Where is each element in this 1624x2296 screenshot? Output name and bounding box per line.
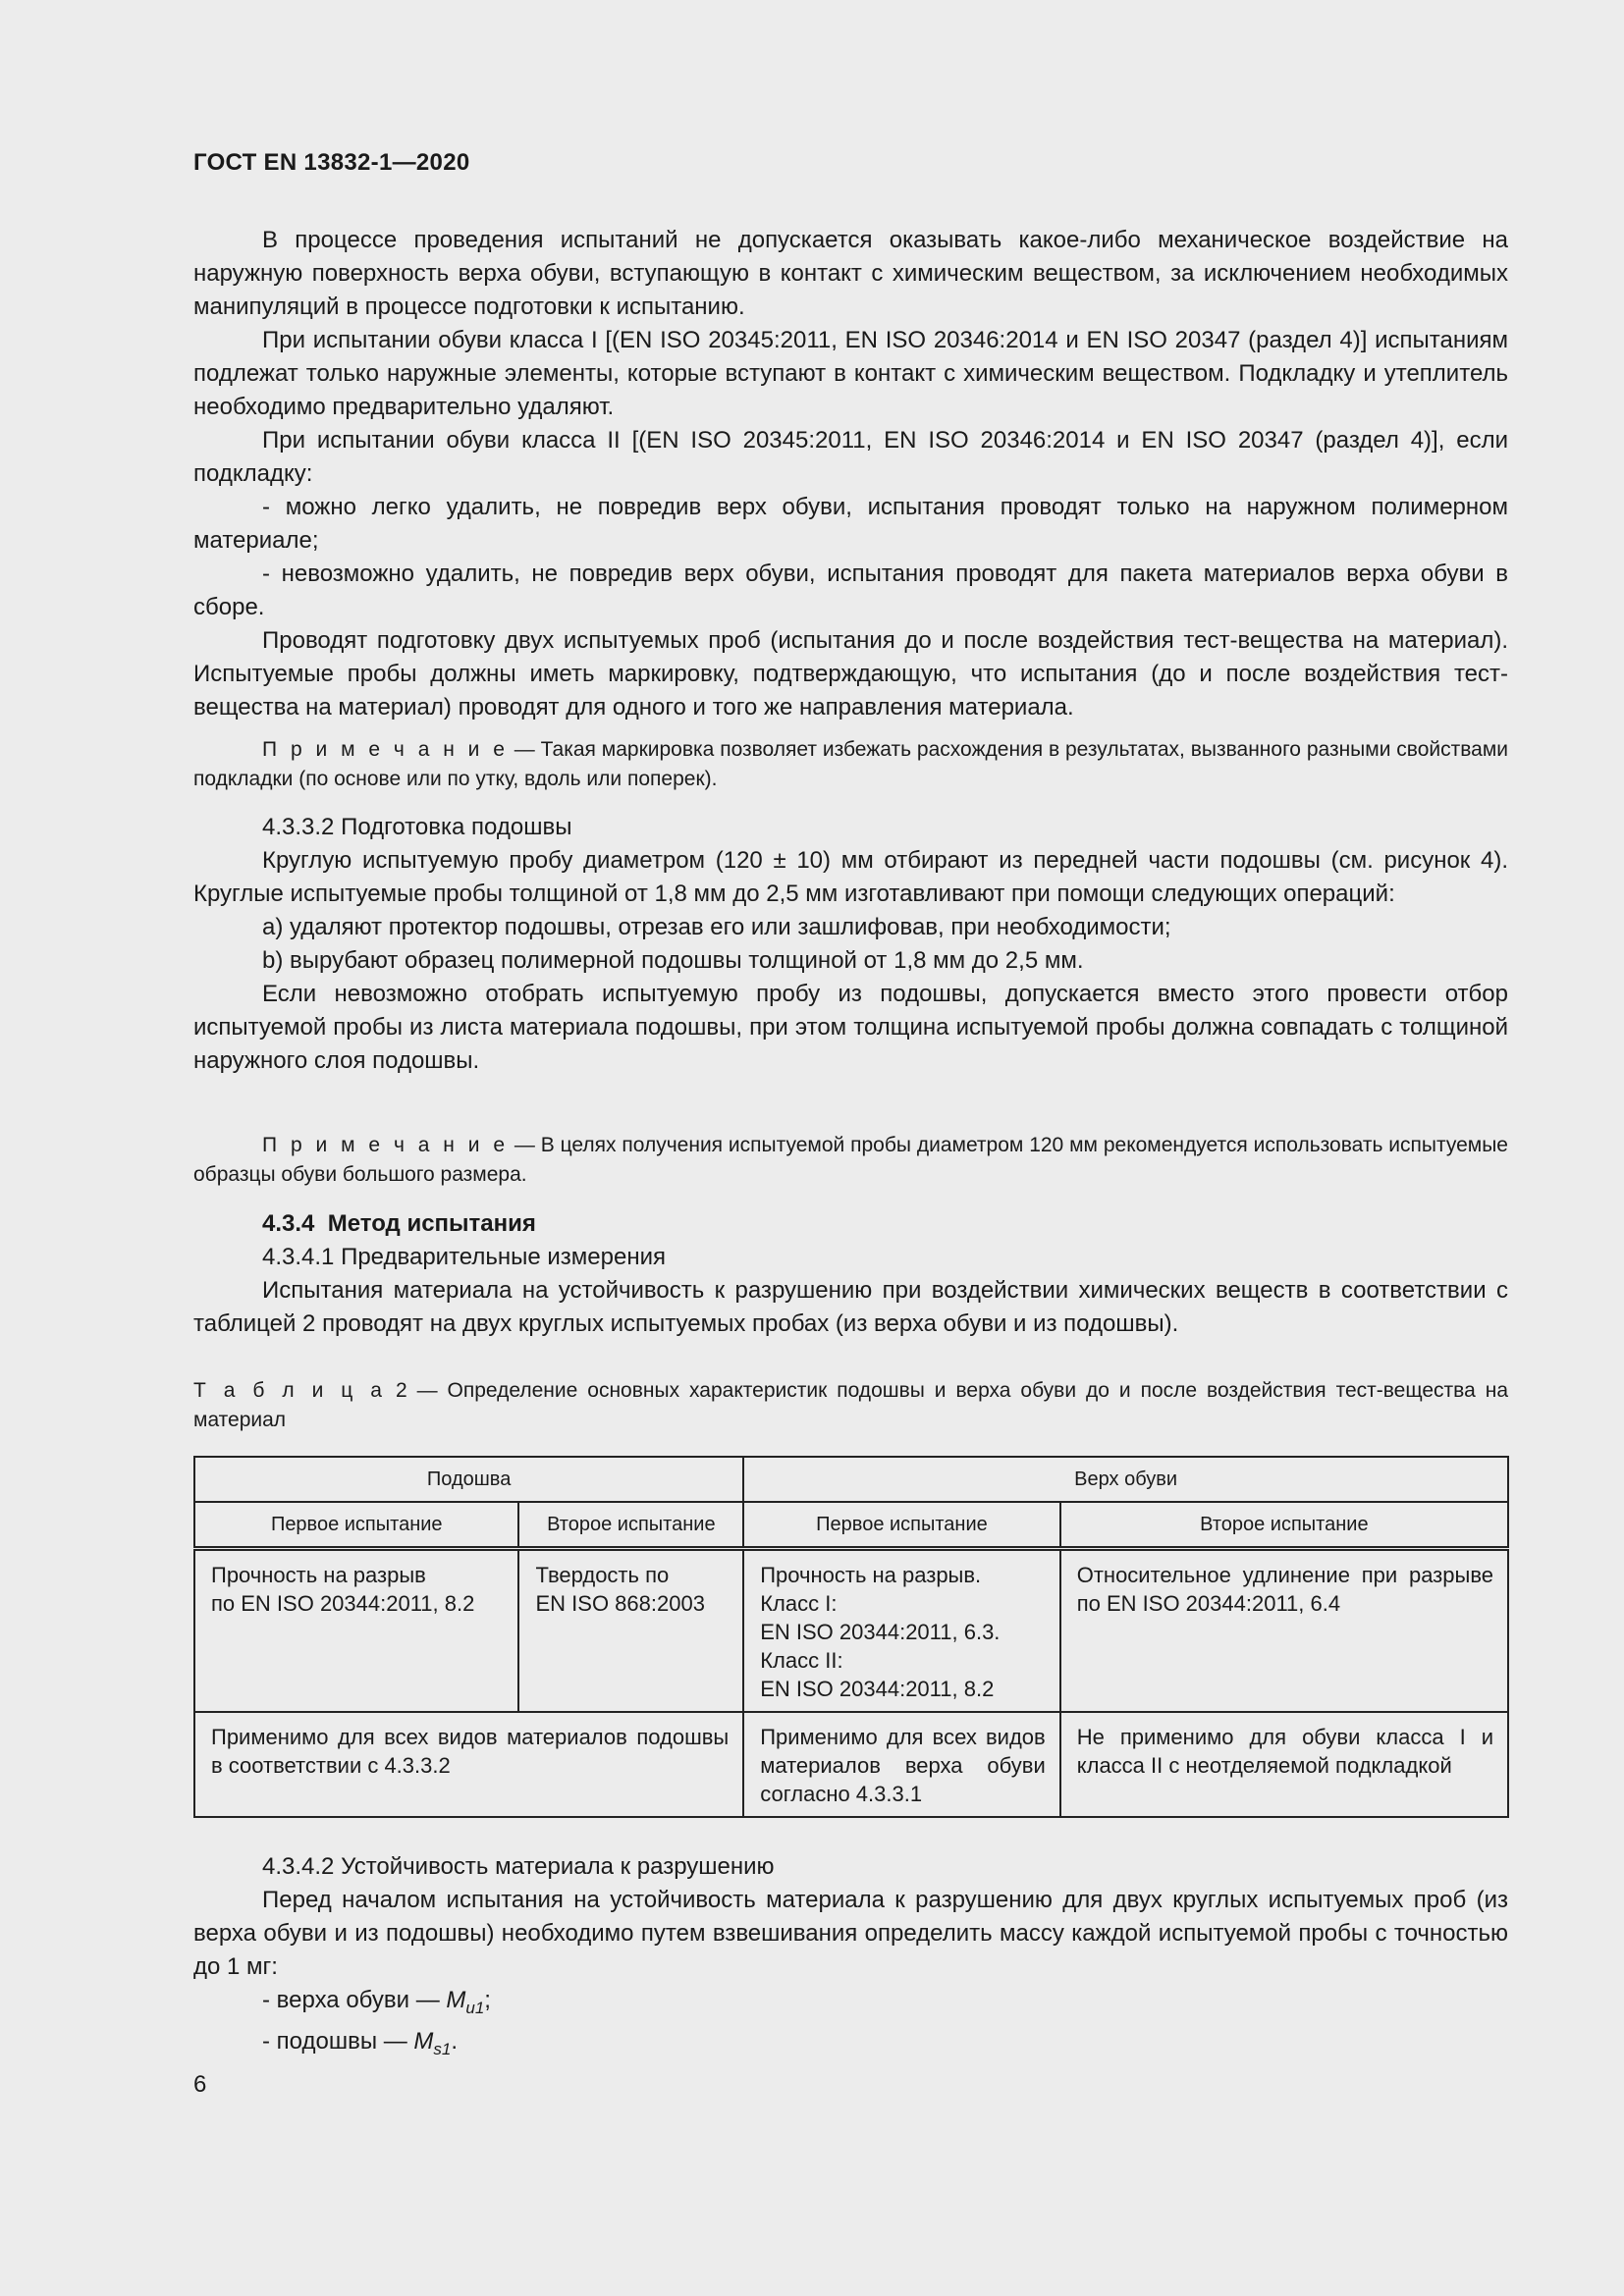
subsection-heading: 4.3.4.1 Предварительные измерения bbox=[262, 1244, 666, 1270]
table-header-cell: Второе испытание bbox=[518, 1502, 743, 1549]
page-number: 6 bbox=[193, 2071, 207, 2098]
list-item: - невозможно удалить, не повредив верх обуви, испытания проводят для пакета материалов верха обуви в сборе. bbox=[193, 561, 1508, 620]
cell-line: Твердость по bbox=[535, 1563, 670, 1587]
table-caption bbox=[193, 1376, 1508, 1435]
subsection-heading: 4.3.3.2 Подготовка подошвы bbox=[262, 814, 572, 840]
punctuation: ; bbox=[484, 1987, 491, 2013]
note-text: — В целях получения испытуемой пробы диаметром 120 мм рекомендуется использовать испытуемые образцы обуви большого размера. bbox=[193, 1134, 1508, 1186]
section-top-text bbox=[193, 224, 1508, 724]
paragraph: Перед началом испытания на устойчивость материала к разрушению для двух круглых испытуемых проб (из верха обуви и из подошвы) необходимо путем взвешивания определить массу каждой испытуемой пробы с точностью до 1 мг: bbox=[193, 1887, 1508, 1980]
cell-line: EN ISO 20344:2011, 6.3. bbox=[760, 1620, 1001, 1644]
section-heading bbox=[193, 1207, 1508, 1241]
note-label: П р и м е ч а н и е bbox=[262, 738, 509, 761]
cell-line: по EN ISO 20344:2011, 8.2 bbox=[211, 1591, 475, 1616]
table-header-cell: Первое испытание bbox=[194, 1502, 518, 1549]
cell-line: Класс I: bbox=[760, 1591, 838, 1616]
mass-subscript: s1 bbox=[433, 2039, 452, 2058]
paragraph: В процессе проведения испытаний не допускается оказывать какое-либо механическое воздействие на наружную поверхность верха обуви, вступающую в контакт с химическим веществом, за исключением необходимых манипуляций в процессе подготовки к испытанию. bbox=[193, 227, 1508, 320]
cell-line: Прочность на разрыв bbox=[211, 1563, 426, 1587]
table-header-row bbox=[194, 1457, 1508, 1502]
paragraph: Испытания материала на устойчивость к разрушению при воздействии химических веществ в соответствии с таблицей 2 проводят на двух круглых испытуемых пробах (из верха обуви и из подошвы). bbox=[193, 1277, 1508, 1337]
table-caption-text: 2 — Определение основных характеристик подошвы и верха обуви до и после воздействия тест-вещества на материал bbox=[193, 1379, 1509, 1431]
table-cell bbox=[194, 1549, 518, 1713]
subsection-heading: 4.3.4.2 Устойчивость материала к разрушению bbox=[262, 1853, 775, 1880]
note bbox=[193, 1131, 1508, 1190]
list-item bbox=[193, 2025, 1508, 2066]
note bbox=[193, 735, 1508, 794]
table-row bbox=[194, 1712, 1508, 1817]
table-row bbox=[194, 1549, 1508, 1713]
note-block bbox=[193, 735, 1508, 794]
paragraph: При испытании обуви класса II [(EN ISO 20345:2011, EN ISO 20346:2014 и EN ISO 20347 (раздел 4)], если подкладку: bbox=[193, 427, 1508, 487]
paragraph: Если невозможно отобрать испытуемую пробу из подошвы, допускается вместо этого провести отбор испытуемой пробы из листа материала подошвы, при этом толщина испытуемой пробы должна совпадать с толщиной наружного слоя подошвы. bbox=[193, 981, 1508, 1074]
section-sole-preparation bbox=[193, 811, 1508, 1078]
list-item-text: - подошвы — bbox=[262, 2027, 414, 2055]
paragraph: При испытании обуви класса I [(EN ISO 20345:2011, EN ISO 20346:2014 и EN ISO 20347 (раздел 4)] испытаниям подлежат только наружные элементы, которые вступают в контакт с химическим веществом. Подкладку и утеплитель необходимо предварительно удаляют. bbox=[193, 327, 1508, 420]
document-code-header: ГОСТ EN 13832-1—2020 bbox=[193, 149, 470, 176]
table-cell: Применимо для всех видов материалов подошвы в соответствии с 4.3.3.2 bbox=[194, 1712, 743, 1817]
table-cell bbox=[518, 1549, 743, 1713]
table-2 bbox=[193, 1456, 1509, 1818]
note-text: — Такая маркировка позволяет избежать расхождения в результатах, вызванного разными свойствами подкладки (по основе или по утку, вдоль или поперек). bbox=[193, 738, 1508, 790]
list-item bbox=[193, 1984, 1508, 2025]
table-header-cell: Верх обуви bbox=[743, 1457, 1508, 1502]
list-item: a) удаляют протектор подошвы, отрезав его или зашлифовав, при необходимости; bbox=[262, 914, 1171, 940]
note-label: П р и м е ч а н и е bbox=[262, 1134, 510, 1156]
table-subheader-row bbox=[194, 1502, 1508, 1549]
note-block bbox=[193, 1131, 1508, 1190]
cell-line: EN ISO 20344:2011, 8.2 bbox=[760, 1677, 995, 1701]
table-cell: Применимо для всех видов материалов верха обуви согласно 4.3.3.1 bbox=[743, 1712, 1060, 1817]
section-test-method bbox=[193, 1207, 1508, 1341]
paragraph: Круглую испытуемую пробу диаметром (120 ± 10) мм отбирают из передней части подошвы (см. рисунок 4). Круглые испытуемые пробы толщиной от 1,8 мм до 2,5 мм изготавливают при помощи следующих операций: bbox=[193, 847, 1508, 907]
cell-line: EN ISO 868:2003 bbox=[535, 1591, 705, 1616]
mass-symbol: M bbox=[446, 1987, 466, 2013]
list-item-text: - верха обуви — bbox=[262, 1987, 447, 2013]
cell-line: Класс II: bbox=[760, 1648, 843, 1673]
punctuation: . bbox=[451, 2027, 459, 2055]
list-item: b) вырубают образец полимерной подошвы толщиной от 1,8 мм до 2,5 мм. bbox=[262, 947, 1084, 974]
list-item: - можно легко удалить, не повредив верх обуви, испытания проводят только на наружном полимерном материале; bbox=[193, 494, 1508, 554]
section-title: Метод испытания bbox=[327, 1210, 536, 1237]
table-header-cell: Первое испытание bbox=[743, 1502, 1060, 1549]
table-header-cell: Второе испытание bbox=[1060, 1502, 1508, 1549]
table-header-cell: Подошва bbox=[194, 1457, 743, 1502]
mass-symbol: M bbox=[413, 2027, 434, 2055]
section-number: 4.3.4 bbox=[262, 1210, 315, 1237]
mass-subscript: u1 bbox=[465, 1998, 485, 2017]
table-cell: Относительное удлинение при разрыве по EN ISO 20344:2011, 6.4 bbox=[1060, 1549, 1508, 1713]
cell-line: Прочность на разрыв. bbox=[760, 1563, 982, 1587]
table-caption-label: Т а б л и ц а bbox=[193, 1379, 386, 1402]
paragraph: Проводят подготовку двух испытуемых проб (испытания до и после воздействия тест-вещества на материал). Испытуемые пробы должны иметь маркировку, подтверждающую, что испытания (до и после воздействия тест-вещества на материал) проводят для одного и того же направления материала. bbox=[193, 627, 1508, 721]
table-cell bbox=[743, 1549, 1060, 1713]
table-cell: Не применимо для обуви класса I и класса II с неотделяемой подкладкой bbox=[1060, 1712, 1508, 1817]
section-resistance bbox=[193, 1850, 1508, 2066]
